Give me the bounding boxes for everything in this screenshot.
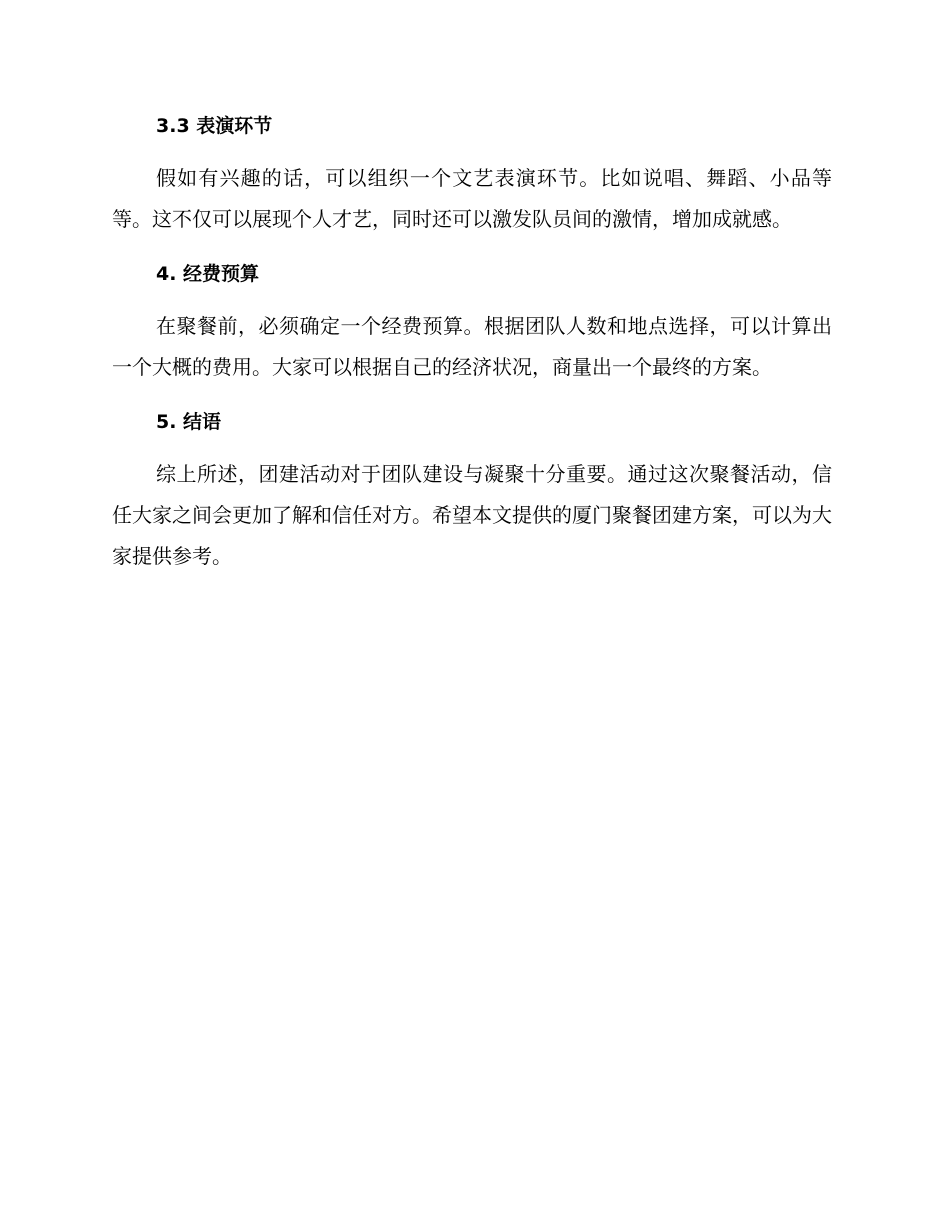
section-paragraph: 在聚餐前，必须确定一个经费预算。根据团队人数和地点选择，可以计算出一个大概的费用。大家可以根据自己的经济状况，商量出一个最终的方案。 <box>112 314 832 379</box>
section-heading: 4. 经费预算 <box>156 263 260 285</box>
section-budget <box>112 256 832 388</box>
section-paragraph: 综上所述，团建活动对于团队建设与凝聚十分重要。通过这次聚餐活动，信任大家之间会更加了解和信任对方。希望本文提供的厦门聚餐团建方案，可以为大家提供参考。 <box>112 462 832 568</box>
section-conclusion <box>112 404 832 577</box>
section-heading: 3.3 表演环节 <box>156 115 273 137</box>
document-page <box>112 108 832 593</box>
section-performance <box>112 108 832 240</box>
section-heading: 5. 结语 <box>156 411 222 433</box>
section-paragraph: 假如有兴趣的话，可以组织一个文艺表演环节。比如说唱、舞蹈、小品等等。这不仅可以展现个人才艺，同时还可以激发队员间的激情，增加成就感。 <box>112 166 832 231</box>
